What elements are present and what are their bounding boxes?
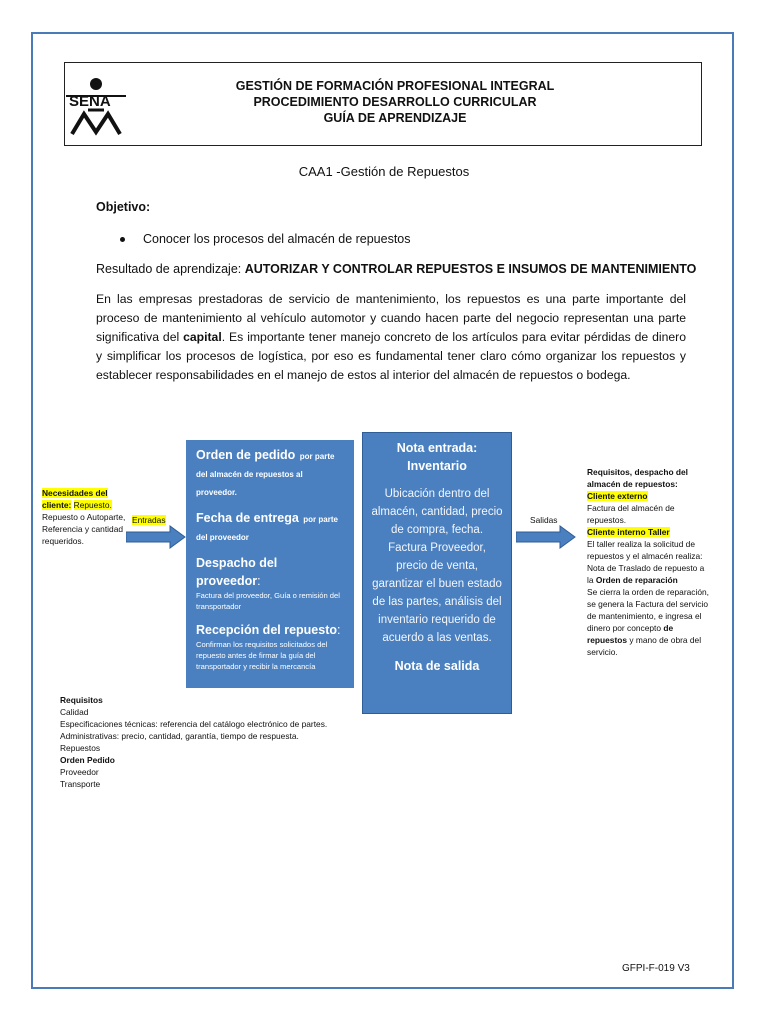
process-item-title: Despacho del proveedor [196, 556, 278, 588]
paragraph-part-2: . Es importante tener manejo concreto de los artículos para evitar pérdidas de dinero y simplificar los procesos de logística, por eso es fundamental tener claro cómo organizar los repuestos y establecer responsabilidades en el manejo de estos al interior del almacén de repuestos o bodega. [96, 330, 686, 382]
dispatch-heading: Requisitos, despacho del almacén de repuestos: [587, 467, 688, 489]
paragraph-part-1: En las empresas prestadoras de servicio de mantenimiento, los repuestos es una parte importante del proceso de mantenimiento al vehículo automotor y cuando hacen parte del negocio representan una parte significativa del [96, 292, 686, 344]
inventory-title-1: Nota entrada: [396, 441, 478, 455]
client-needs [42, 487, 128, 547]
objective-bullet [120, 232, 411, 246]
order-heading: Orden Pedido [60, 755, 115, 765]
entradas-arrow-icon [126, 525, 186, 549]
process-item-sub: por parte del almacén de repuestos al proveedor. [196, 452, 335, 497]
header-title [150, 78, 640, 126]
internal-client-text-2: Nota de Traslado de repuesto a la [587, 563, 705, 585]
process-item-delivery [196, 509, 344, 545]
requirements-line: Administrativas: precio, cantidad, garantía, tiempo de respuesta. [60, 731, 299, 741]
salidas-label: Salidas [530, 515, 558, 525]
external-client-label: Cliente externo [587, 491, 648, 501]
inventory-title-2: Inventario [407, 459, 467, 473]
process-item-sub: : [257, 574, 261, 588]
order-line: Proveedor [60, 767, 99, 777]
dispatch-requirements [587, 466, 712, 658]
requirements-list [60, 694, 360, 790]
objective-label: Objetivo: [96, 200, 151, 214]
header-line-3: GUÍA DE APRENDIZAJE [323, 111, 467, 125]
order-line: Transporte [60, 779, 101, 789]
header-line-2: PROCEDIMIENTO DESARROLLO CURRICULAR [253, 95, 537, 109]
entradas-label: Entradas [132, 515, 166, 525]
process-item-title: Orden de pedido [196, 448, 296, 462]
client-needs-highlight-2: Repuesto. [73, 500, 112, 510]
internal-client-text-1: El taller realiza la solicitud de repuestos y el almacén realiza: [587, 539, 703, 561]
header-line-1: GESTIÓN DE FORMACIÓN PROFESIONAL INTEGRAL [235, 79, 555, 93]
external-client-text: Factura del almacén de repuestos. [587, 503, 675, 525]
process-item-sub: por parte del proveedor [196, 515, 338, 542]
learning-result [96, 262, 696, 276]
internal-client-text-3: Se cierra la orden de reparación, se genera la Factura del servicio de mantenimiento, e ingresa el dinero por concepto [587, 587, 709, 633]
section-title: CAA1 -Gestión de Repuestos [298, 164, 470, 179]
requirements-line: Calidad [60, 707, 89, 717]
requirements-heading: Requisitos [60, 695, 103, 705]
process-item-note: Confirman los requisitos solicitados del repuesto antes de firmar la guía del transportador y recibir la mercancía [196, 640, 328, 671]
process-item-reception [196, 621, 344, 672]
salidas-arrow-icon [516, 525, 576, 549]
process-box [186, 440, 354, 688]
process-item-order [196, 446, 344, 500]
exit-note-title: Nota de salida [394, 659, 480, 673]
paragraph-bold: capital [183, 330, 222, 344]
process-item-title: Recepción del repuesto [196, 623, 338, 637]
inventory-body: Ubicación dentro del almacén, cantidad, precio de compra, fecha. Factura Proveedor, precio de venta, garantizar el buen estado de las partes, análisis del inventario requerido de acuerdo a las ventas. [371, 488, 503, 644]
process-item-title: Fecha de entrega [196, 511, 299, 525]
internal-client-bold: Orden de reparación [595, 575, 678, 585]
process-item-note: Factura del proveedor, Guía o remisión del transportador [196, 591, 340, 611]
objective-bullet-text: Conocer los procesos del almacén de repuestos [143, 232, 411, 246]
internal-client-label: Cliente interno Taller [587, 527, 670, 537]
client-needs-highlight: Necesidades del cliente: [42, 488, 108, 510]
process-item-dispatch [196, 554, 344, 612]
inventory-box [362, 432, 512, 714]
internal-client-text-4: y mano de obra del servicio. [587, 635, 702, 657]
svg-text:SENA: SENA [69, 93, 111, 110]
process-item-sub: : [337, 623, 341, 637]
client-needs-text: Repuesto o Autoparte, Referencia y cantidad requeridos. [42, 512, 126, 546]
sena-logo [66, 74, 138, 136]
requirements-line: Especificaciones técnicas: referencia del catálogo electrónico de partes. [60, 719, 328, 729]
result-value: AUTORIZAR Y CONTROLAR REPUESTOS E INSUMOS DE MANTENIMIENTO [244, 262, 697, 276]
result-label: Resultado de aprendizaje: [96, 262, 245, 276]
requirements-line: Repuestos [60, 743, 101, 753]
intro-paragraph [96, 290, 686, 385]
bullet-dot-icon [120, 237, 125, 242]
document-code: GFPI-F-019 V3 [622, 963, 690, 974]
internal-client-bold-2: de repuestos [587, 623, 674, 645]
